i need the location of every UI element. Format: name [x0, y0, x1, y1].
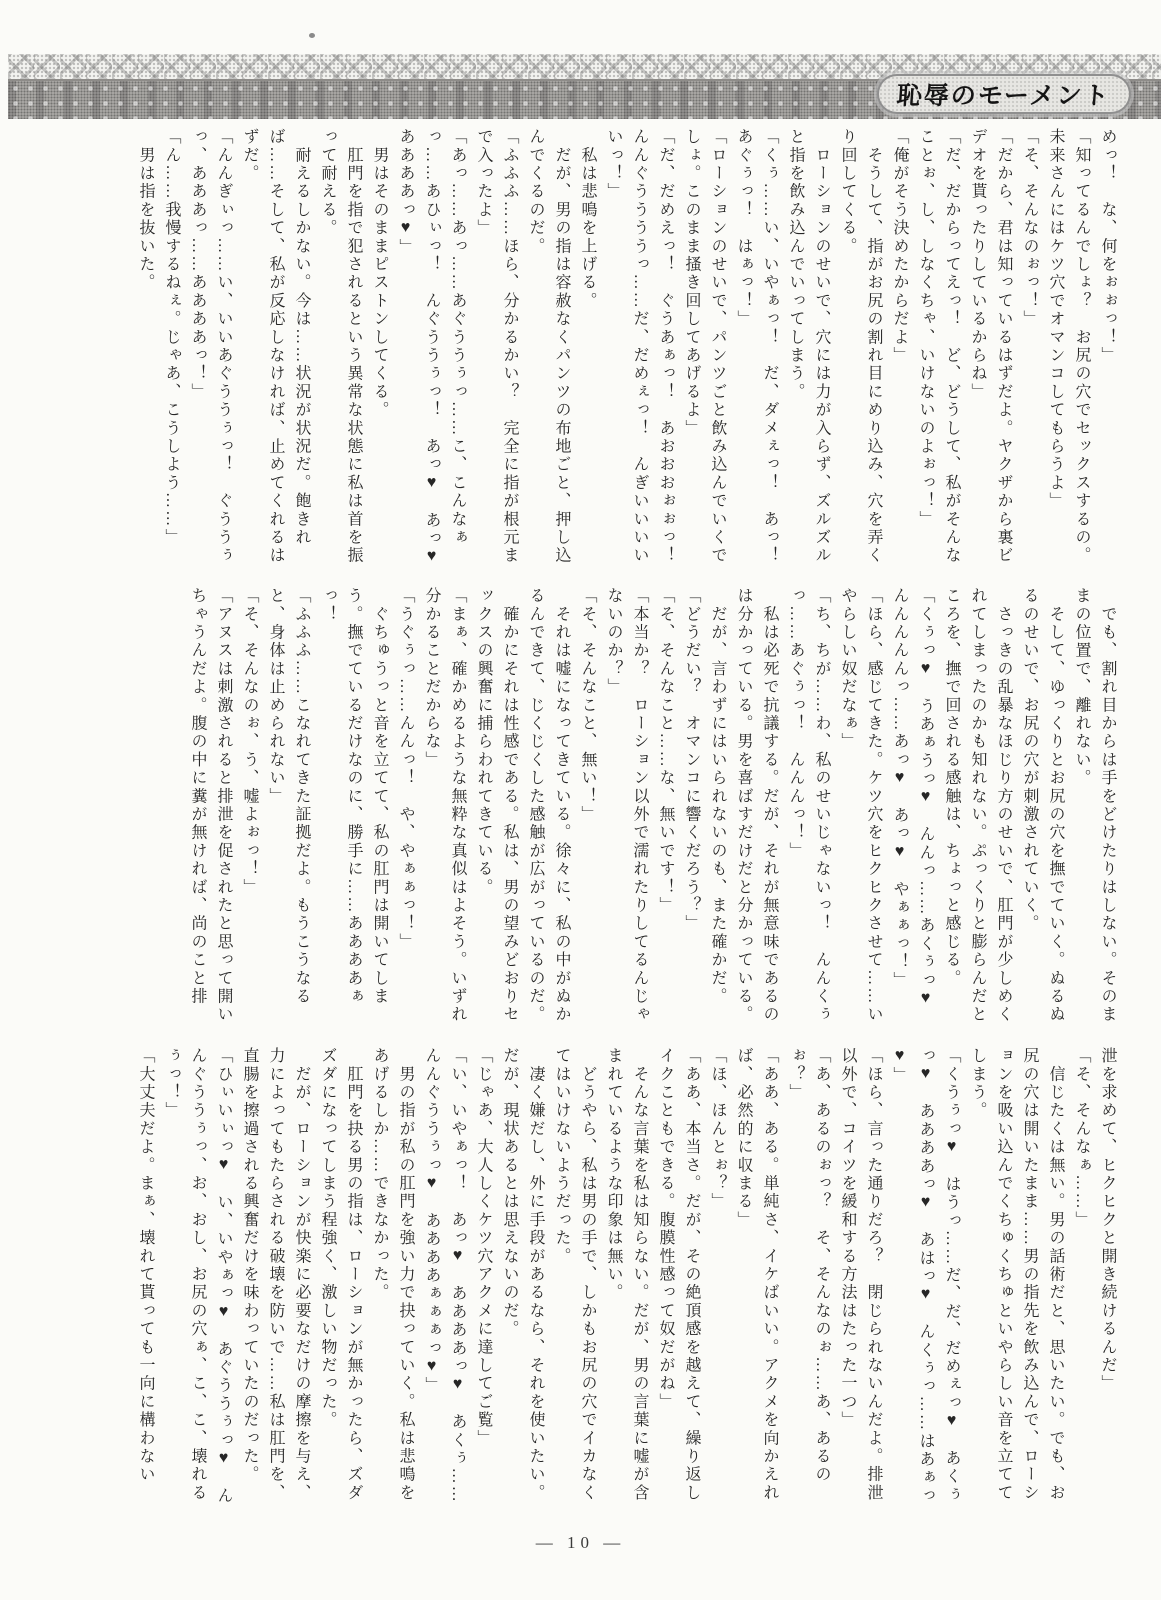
paragraph: 「俺がそう決めたからだよ」 [891, 128, 908, 365]
paragraph: 「んんぎぃっ……い、いいあぐううぅっ！ ぐううぅっ、あああっ……ああああっ！」 [189, 128, 232, 565]
paragraph: 私は悲鳴を上げる。 [579, 128, 596, 310]
paragraph: 「ああ、本当さ。だが、その絶頂感を越えて、繰り返しイクこともできる。腹膜性感って奴だがね」 [657, 1047, 700, 1502]
paragraph: 「知ってるんでしょ？ お尻の穴でセックスするの。未来さんにはケツ穴でオマンコしてもらうよ」 [1047, 128, 1090, 565]
paragraph: そうして、指がお尻の割れ目にめり込み、穴を弄くり回してくる。 [839, 128, 882, 565]
paragraph: 「くぅっ♥ うあぁうっ♥ んんっ……あくぅっ♥ んんんんんっ……あっ♥ あっ♥ やぁぁっ！」 [891, 587, 934, 1027]
paragraph: 「ほら、言った通りだろ？ 閉じられないんだよ。排泄以外で、コイツを緩和する方法はたった一つ」 [839, 1047, 882, 1502]
paragraph: 「あ、あるのぉっ？ そ、そんなのぉ……あ、あるのぉ？」 [787, 1047, 830, 1484]
paragraph: 「ん……我慢するねぇ。じゃあ、こうしよう……」 [163, 128, 180, 547]
paragraph: 「ああ、ある。単純さ、イケばいい。アクメを向かえれば、必然的に収まる」 [735, 1047, 778, 1502]
paragraph: 肛門を指で犯されるという異常な状態に私は首を振って耐える。 [319, 128, 362, 565]
chapter-title: 恥辱のモーメント [896, 82, 1112, 110]
paragraph: 「ほ、ほんとぉ？」 [709, 1047, 726, 1211]
paragraph: 「うぐぅっ……んんっ！ や、やぁぁっ！」 [397, 587, 414, 951]
paragraph: 確かにそれは性感である。私は、男の望みどおりセックスの興奮に捕らわれてきている。 [475, 587, 518, 1024]
chapter-title-box [879, 76, 1129, 112]
paragraph: 男は指を抜いた。 [137, 128, 154, 292]
paragraph: 「ほら、感じてきた。ケツ穴をヒクヒクさせて……いやらしい奴だなぁ」 [839, 587, 882, 1024]
paragraph: そんな言葉を私は知らない。だが、男の言葉に嘘が含まれているような印象は無い。 [605, 1047, 648, 1502]
paragraph: めっ！ な、何をぉぉっ！」 [1099, 128, 1116, 365]
paragraph: 「そ、そんなぁ……」 [1073, 1047, 1090, 1229]
paragraph: 「そ、そんなこと……な、無いです！」 [657, 587, 674, 915]
paragraph: それは嘘になってきている。徐々に、私の中がぬかるんできて、じくじくした感触が広がっているのだ。 [527, 587, 570, 1024]
paragraph: ぐちゅうっと音を立てて、私の肛門は開いてしまう。撫でているだけなのに、勝手に……ああああぁっ！ [319, 587, 388, 1006]
paragraph: 「そ、そんなのぉっ！」 [1021, 128, 1038, 329]
paragraph: 男の指が私の肛門を強い力で抉っていく。私は悲鳴をあげるしか……できなかった。 [371, 1047, 414, 1502]
paragraph: 「ふふふ……ほら、分かるかい？ 完全に指が根元まで入ったよ」 [475, 128, 518, 565]
paragraph: 「ふふふ……こなれてきた証拠だよ。もうこうなると、身体は止められない」 [267, 587, 310, 1006]
paragraph: ローションのせいで、穴には力が入らず、ズルズルと指を飲み込んでいってしまう。 [787, 128, 830, 565]
text-band-top [34, 128, 1120, 586]
paragraph: 「あっ……あっ……あぐううぅっ……こ、こんなぁっ……あひぃっ！ んぐううぅっ！ あっ♥ あっ♥ ああああっ♥」 [397, 128, 466, 586]
paragraph: 「くぅ……い、いやぁっ！ だ、ダメぇっ！ あっ！あぐぅっ！ はぁっ！」 [735, 128, 778, 565]
paragraph: だが、男の指は容赦なくパンツの布地ごと、押し込んでくるのだ。 [527, 128, 570, 565]
paragraph: 「だから、君は知っているはずだよ。ヤクザから裏ビデオを貰ったりしているからね」 [969, 128, 1012, 565]
paragraph: 「だ、だからってえっ！ ど、どうして、私がそんなことぉ、し、しなくちゃ、いけないのよぉっ！」 [917, 128, 960, 565]
paragraph: 「ひぃいぃっ♥ い、いやぁっ♥ あぐううぅっ♥ んんぐううぅっ、お、おし、お尻の穴ぁ、こ、こ、壊れるぅっ！」 [163, 1047, 232, 1505]
paragraph: 泄を求めて、ヒクヒクと開き続けるんだ」 [1099, 1047, 1116, 1393]
paragraph: だが、ローションが快楽に必要なだけの摩擦を与え、力によってもたらされる破壊を防いで……私は肛門を、直腸を擦過される興奮だけを味わっていたのだった。 [241, 1047, 310, 1502]
paragraph: 「ローションのせいで、パンツごと飲み込んでいくでしょ。このまま搔き回してあげるよ」 [683, 128, 726, 565]
paragraph: 「い、いやぁっ！ あっ♥ ああああっ♥ あくぅ……んんぐううぅっ♥ ああああぁぁぁっ♥」 [423, 1047, 466, 1504]
paragraph: 凄く嫌だし、外に手段があるなら、それを使いたい。だが、現状あるとは思えないのだ。 [501, 1047, 544, 1502]
paragraph: 「くうぅっ♥ はうっ……だ、だ、だめぇっ♥ あくぅっ♥ ああああっ♥ あはっ♥ んくぅっ……はあぁっ♥」 [891, 1047, 960, 1505]
page-number: ― 10 ― [535, 1533, 626, 1552]
text-band-middle [34, 587, 1120, 1039]
paragraph: 「本当か？ ローション以外で濡れたりしてるんじゃないのか？」 [605, 587, 648, 1024]
paragraph: 「まぁ、確かめるような無粋な真似はよそう。いずれ分かることだからな」 [423, 587, 466, 1024]
paragraph: 耐えるしかない。今は……状況が状況だ。飽きれば……そして、私が反応しなければ、止めてくれるはずだ。 [241, 128, 310, 565]
paragraph: さっきの乱暴なほじり方のせいで、肛門が少しめくれてしまったのかも知れない。ぷっくりと膨らんだところを、撫で回される感触は、ちょっと感じる。 [943, 587, 1012, 1024]
paragraph: だが、言わずにはいられないのも、また確かだ。 [709, 587, 726, 1006]
paragraph: 「アヌスは刺激されると排泄を促されたと思って開いちゃうんだよ。腹の中に糞が無ければ、尚のこと排 [189, 587, 232, 1024]
paragraph: 信じたくは無い。男の話術だと、思いたい。でも、お尻の穴は開いたまま……男の指先を飲み込んで、ローションを吸い込んでくちゅくちゅといやらしい音を立ててしまう。 [969, 1047, 1064, 1502]
ink-speck [309, 33, 315, 38]
paragraph: 「そ、そんなこと、無い！」 [579, 587, 596, 824]
paragraph: 肛門を抉る男の指は、ローションが無かったら、ズダズダになってしまう程強く、激しい物だった。 [319, 1047, 362, 1502]
paragraph: 私は必死で抗議する。だが、それが無意味であるのは分かっている。男を喜ばすだけだと分かっている。 [735, 587, 778, 1024]
decorative-header-banner [8, 54, 1161, 117]
paragraph: 「じゃあ、大人しくケツ穴アクメに達してご覧」 [475, 1047, 492, 1448]
paragraph: 男はそのままピストンしてくる。 [371, 128, 388, 420]
paragraph: そして、ゆっくりとお尻の穴を撫でていく。ぬるぬるのせいで、お尻の穴が刺激されていく。 [1021, 587, 1064, 1024]
paragraph: 「ち、ちが……わ、私のせいじゃないっ！ んんくぅっ……あぐぅっ！ んんんっ！」 [787, 587, 830, 1024]
text-band-bottom [34, 1047, 1120, 1519]
paragraph: でも、割れ目からは手をどけたりはしない。そのままの位置で、離れない。 [1073, 587, 1116, 1024]
paragraph: 「どうだい？ オマンコに響くだろう？」 [683, 587, 700, 933]
paragraph: どうやら、私は男の手で、しかもお尻の穴でイカなくてはいけないようだった。 [553, 1047, 596, 1502]
paragraph: 「そ、そんなのぉ、う、嘘よぉっ！」 [241, 587, 258, 897]
paragraph: 「大丈夫だよ。まぁ、壊れて貰っても一向に構わない [137, 1047, 154, 1484]
paragraph: 「だ、だめえっ！ ぐうあぁっ！ あおおおぉぉっ！ んんぐううううっ……だ、だめぇっ！ んぎいいいいいっ！」 [605, 128, 674, 584]
